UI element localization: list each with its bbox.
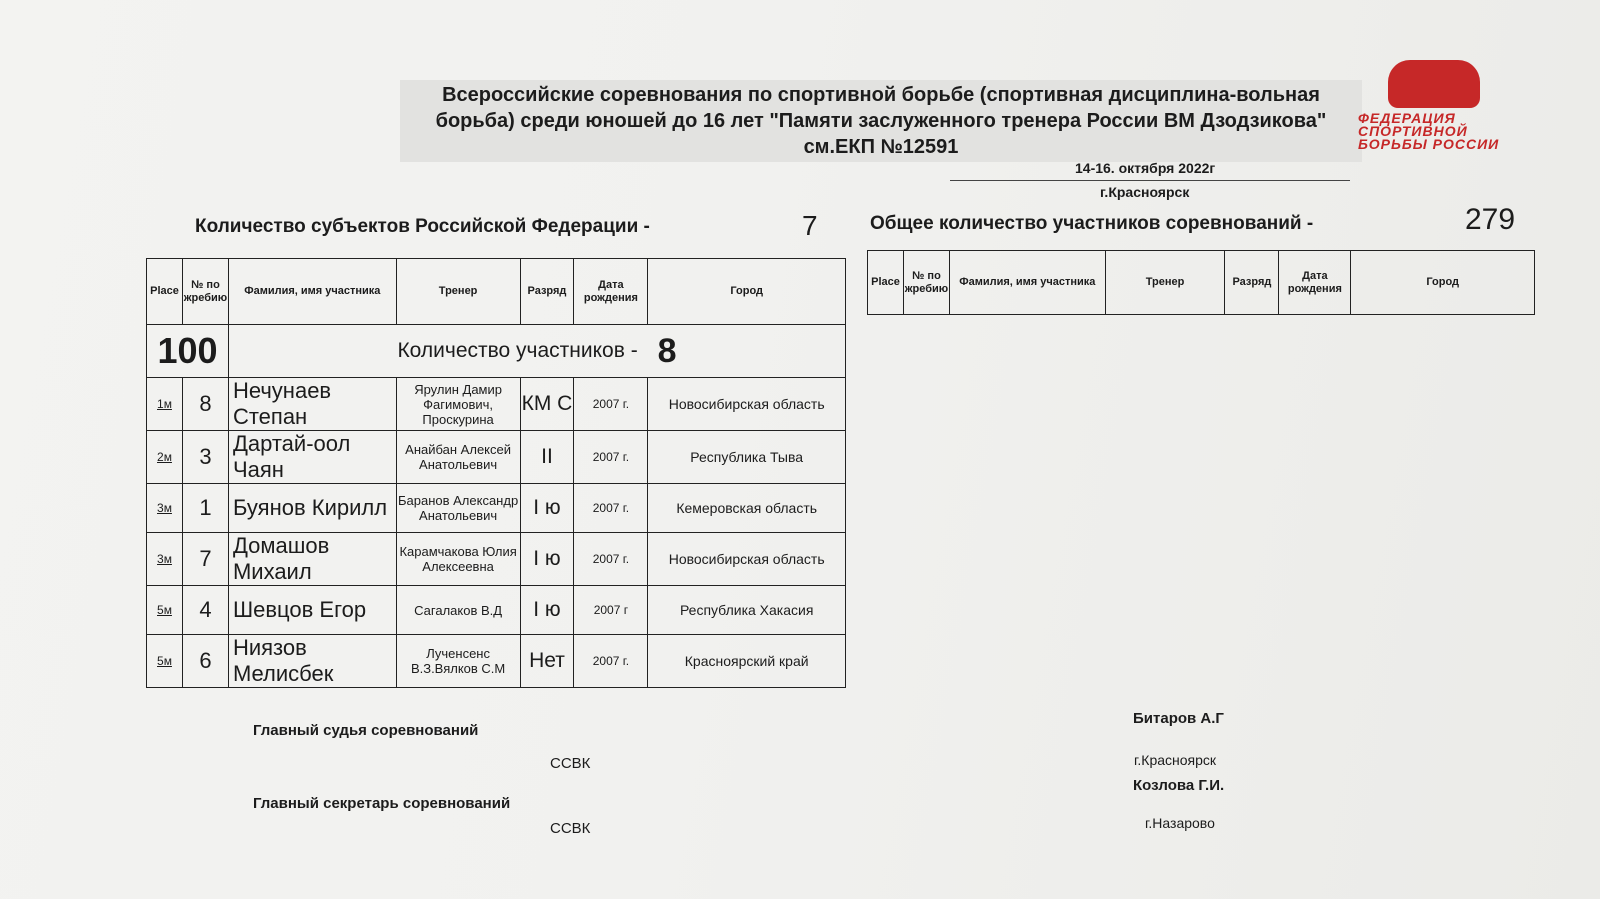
participant-count-value: 8	[657, 331, 677, 370]
coach-cell: Анайбан Алексей Анатольевич	[396, 431, 520, 484]
birth-cell: 2007 г.	[574, 635, 648, 688]
city-cell: Новосибирская область	[648, 378, 846, 431]
category-cell: Нет	[520, 635, 574, 688]
table-row	[147, 378, 846, 431]
place-cell: 2м	[147, 431, 183, 484]
draw-cell: 6	[182, 635, 228, 688]
chief-secretary-name: Козлова Г.И.	[1133, 777, 1225, 794]
column-header: Город	[1351, 251, 1535, 315]
city-cell: Кемеровская область	[648, 484, 846, 533]
column-header: Place	[868, 251, 904, 315]
second-results-table	[867, 250, 1535, 315]
category-cell: I ю	[520, 484, 574, 533]
table-row	[147, 484, 846, 533]
chief-judge-label: Главный судья соревнований	[253, 722, 479, 739]
draw-cell: 4	[182, 586, 228, 635]
column-header: Город	[648, 259, 846, 325]
city-cell: Красноярский край	[648, 635, 846, 688]
birth-cell: 2007 г.	[574, 431, 648, 484]
coach-cell: Сагалаков В.Д	[396, 586, 520, 635]
column-header: № по жребию	[182, 259, 228, 325]
column-header: Дата рождения	[1279, 251, 1351, 315]
name-cell: Домашов Михаил	[228, 533, 396, 586]
federation-logo	[1358, 60, 1528, 150]
chief-secretary-category: ССВК	[550, 820, 591, 837]
city-cell: Республика Тыва	[648, 431, 846, 484]
name-cell: Шевцов Егор	[228, 586, 396, 635]
wrestlers-emblem-icon	[1388, 60, 1480, 108]
column-header: Тренер	[396, 259, 520, 325]
name-cell: Ниязов Мелисбек	[228, 635, 396, 688]
table-header-row	[147, 259, 846, 325]
column-header: Разряд	[520, 259, 574, 325]
event-city: г.Красноярск	[1100, 184, 1190, 200]
place-cell: 3м	[147, 533, 183, 586]
column-header: Place	[147, 259, 183, 325]
chief-judge-city: г.Красноярск	[1134, 752, 1217, 768]
subjects-value: 7	[802, 210, 818, 241]
results-table	[146, 258, 846, 688]
name-cell: Дартай-оол Чаян	[228, 431, 396, 484]
dates-divider	[950, 180, 1350, 181]
name-cell: Нечунаев Степан	[228, 378, 396, 431]
birth-cell: 2007 г.	[574, 484, 648, 533]
total-participants-value: 279	[1465, 203, 1516, 236]
logo-caption: ФЕДЕРАЦИЯ СПОРТИВНОЙ БОРЬБЫ РОССИИ	[1358, 110, 1500, 152]
table-header-row	[868, 251, 1535, 315]
place-cell: 5м	[147, 635, 183, 688]
coach-cell: Карамчакова Юлия Алексеевна	[396, 533, 520, 586]
weight-class-row	[147, 325, 846, 378]
city-cell: Республика Хакасия	[648, 586, 846, 635]
draw-cell: 8	[182, 378, 228, 431]
birth-cell: 2007 г.	[574, 533, 648, 586]
place-cell: 3м	[147, 484, 183, 533]
document-title: Всероссийские соревнования по спортивной борьбе (спортивная дисциплина-вольная борьба) среди юношей до 16 лет "Памяти заслуженного тренера России ВМ Дзодзикова" см.ЕКП №12591	[400, 80, 1362, 162]
city-cell: Новосибирская область	[648, 533, 846, 586]
chief-judge-category: ССВК	[550, 755, 591, 772]
category-cell: I ю	[520, 586, 574, 635]
subjects-label: Количество субъектов Российской Федерации -	[195, 216, 650, 237]
column-header: Разряд	[1225, 251, 1279, 315]
chief-judge-name: Битаров А.Г	[1133, 710, 1224, 727]
coach-cell: Лученсенс В.З.Вялков С.М	[396, 635, 520, 688]
column-header: Дата рождения	[574, 259, 648, 325]
category-cell: II	[520, 431, 574, 484]
table-row	[147, 635, 846, 688]
place-cell: 5м	[147, 586, 183, 635]
draw-cell: 3	[182, 431, 228, 484]
category-cell: I ю	[520, 533, 574, 586]
chief-secretary-city: г.Назарово	[1145, 815, 1215, 831]
total-participants-label: Общее количество участников соревнований -	[870, 213, 1314, 234]
birth-cell: 2007 г	[574, 586, 648, 635]
chief-secretary-label: Главный секретарь соревнований	[253, 795, 511, 812]
place-cell: 1м	[147, 378, 183, 431]
draw-cell: 1	[182, 484, 228, 533]
event-dates: 14-16. октября 2022г	[1075, 160, 1216, 176]
name-cell: Буянов Кирилл	[228, 484, 396, 533]
column-header: Тренер	[1105, 251, 1225, 315]
draw-cell: 7	[182, 533, 228, 586]
category-cell: КМ С	[520, 378, 574, 431]
column-header: № по жребию	[903, 251, 949, 315]
column-header: Фамилия, имя участника	[228, 259, 396, 325]
column-header: Фамилия, имя участника	[949, 251, 1105, 315]
coach-cell: Баранов Александр Анатольевич	[396, 484, 520, 533]
table-row	[147, 533, 846, 586]
birth-cell: 2007 г.	[574, 378, 648, 431]
weight-class: 100	[147, 325, 229, 378]
table-row	[147, 586, 846, 635]
table-row	[147, 431, 846, 484]
participant-count-label: Количество участников -	[397, 338, 638, 362]
participant-count	[228, 325, 845, 378]
coach-cell: Ярулин Дамир Фагимович, Проскурина	[396, 378, 520, 431]
